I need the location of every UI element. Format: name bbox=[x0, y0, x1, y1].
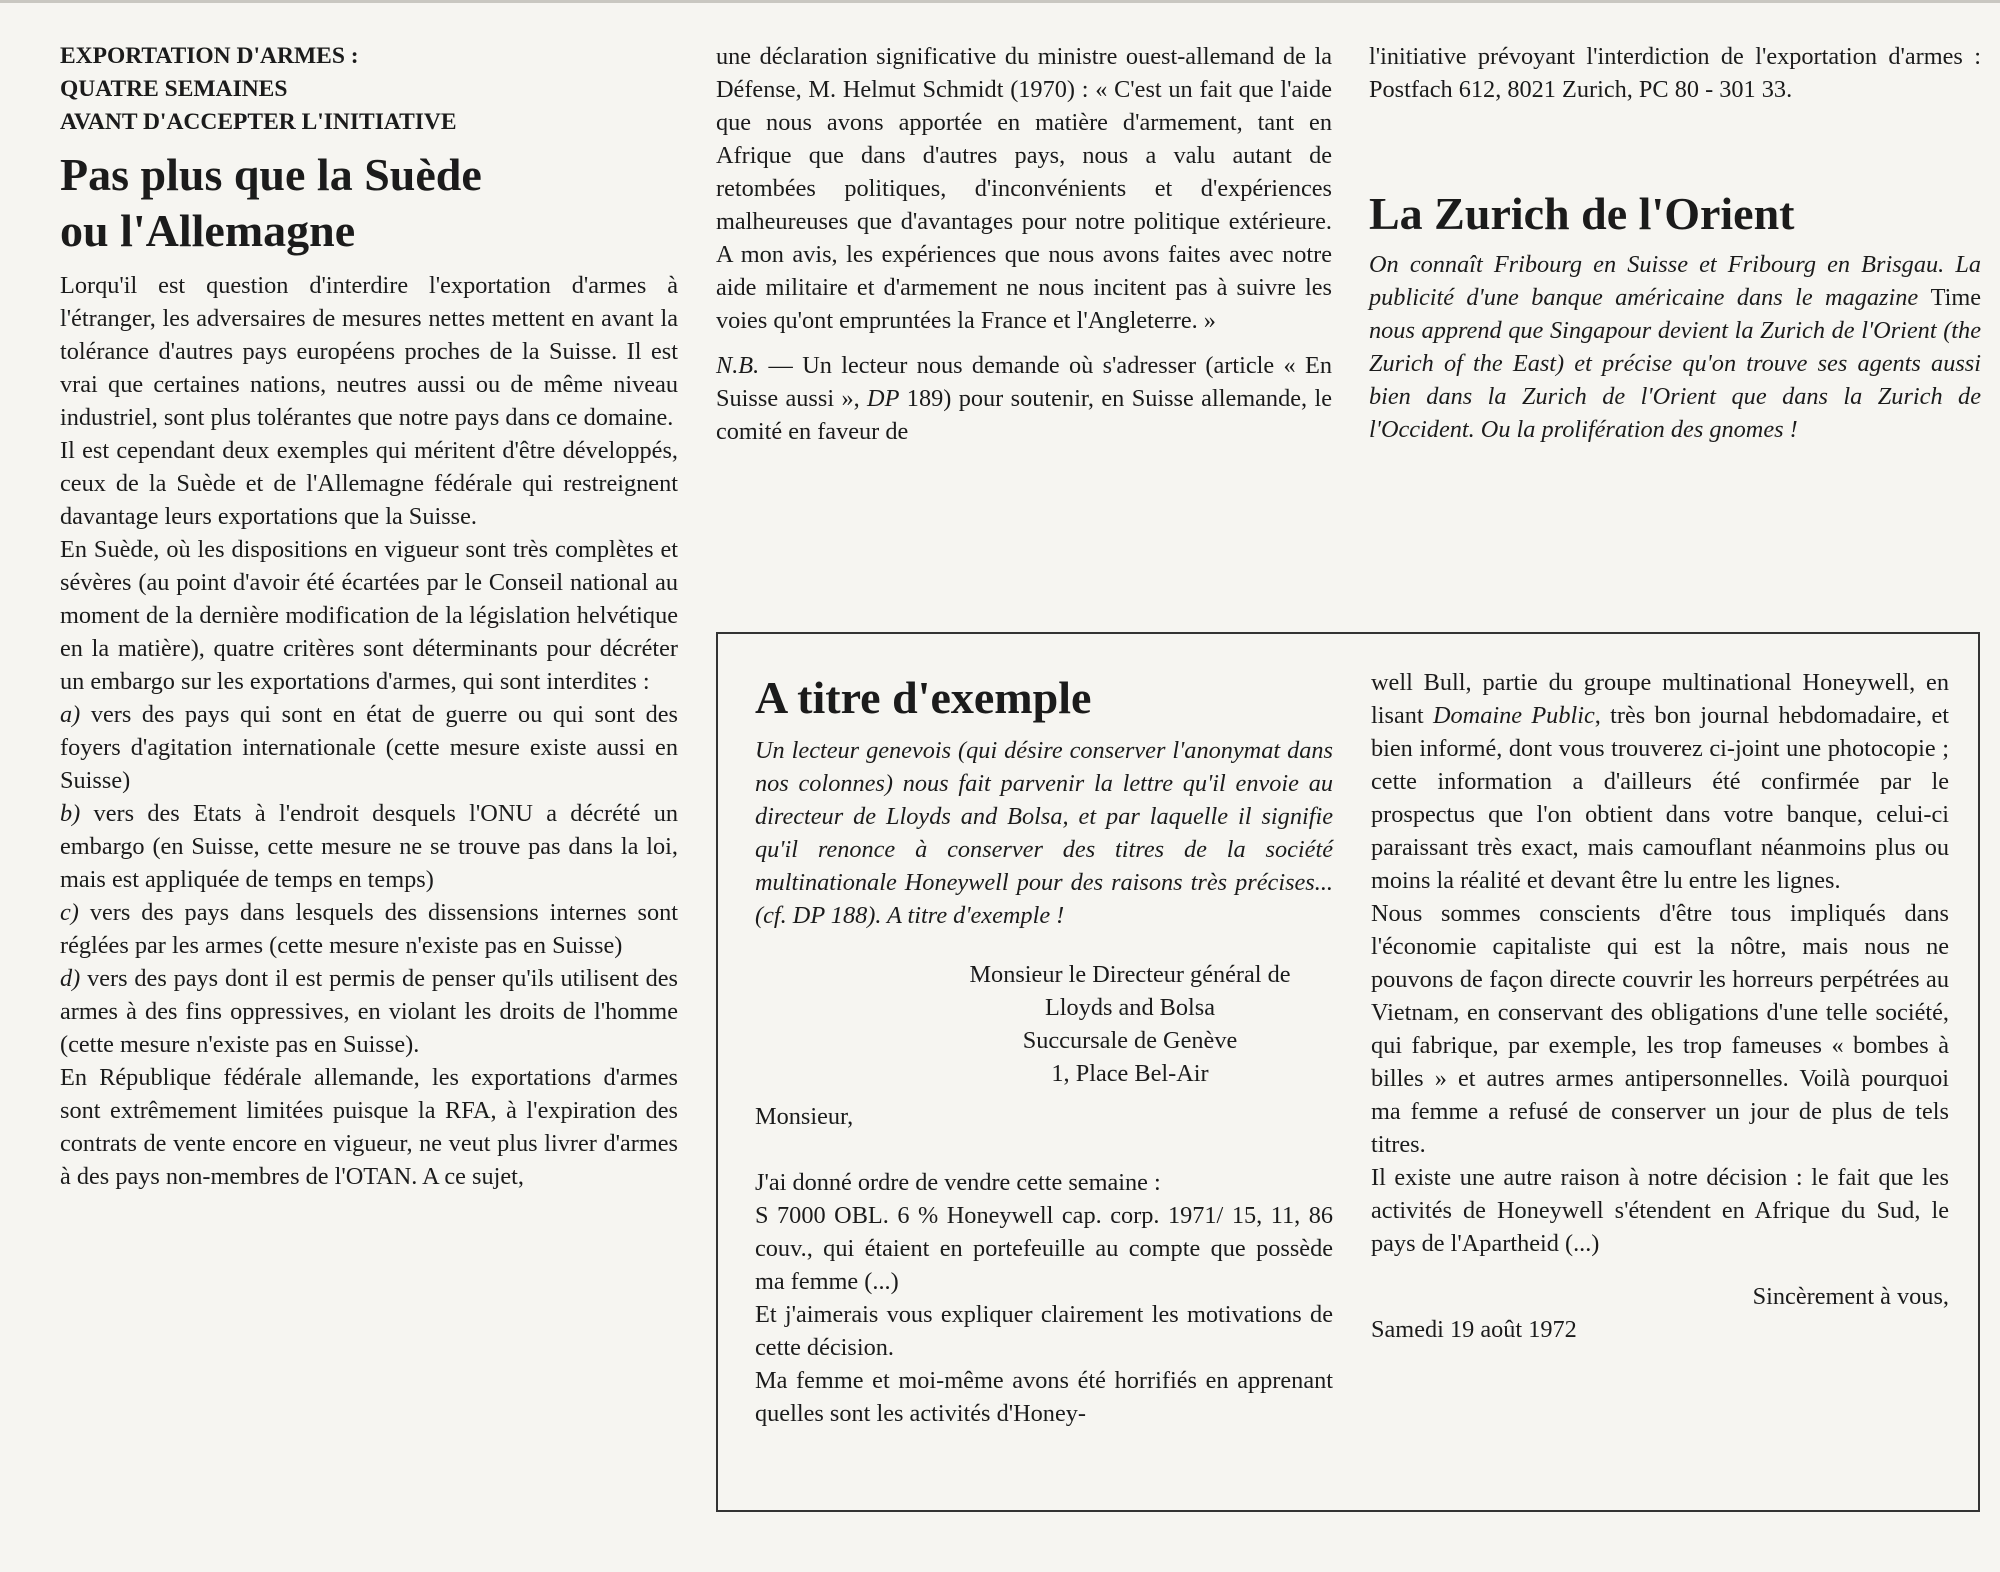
address-line: Lloyds and Bolsa bbox=[1044, 994, 1216, 1021]
middle-column bbox=[716, 40, 1332, 448]
criterion-text: vers des pays dont il est permis de penser qu'ils utilisent des armes à des fins oppressives, en violant les droits de l'homme (cette mesure n'existe pas en Suisse). bbox=[60, 965, 679, 1058]
headline-line: Pas plus que la Suède bbox=[60, 149, 482, 200]
letter-paragraph: Ma femme et moi-même avons été horrifiés en apprenant quelles sont les activités d'Honey- bbox=[755, 1367, 1333, 1427]
article-kicker bbox=[60, 40, 678, 139]
magazine-name: Time bbox=[1930, 284, 1981, 311]
nb-text: — Un lecteur nous demande où s'adresser (article « En Suisse aussi », bbox=[716, 352, 1332, 412]
publication-name: Domaine Public bbox=[1432, 702, 1595, 729]
address-line: Succursale de Genève bbox=[1022, 1027, 1238, 1054]
article-headline bbox=[60, 147, 678, 259]
letter-line: J'ai donné ordre de vendre cette semaine : bbox=[755, 1169, 1161, 1196]
body-paragraph: Lorqu'il est question d'interdire l'exportation d'armes à l'étranger, les adversaires de mesures nettes mettent en avant la tolérance d'autres pays européens proches de la Suisse. Il est vrai que certaines nations, neutres aussi ou de même niveau industriel, sont plus tolérantes que notre pays dans ce domaine. bbox=[60, 272, 678, 431]
headline-line: ou l'Allemagne bbox=[60, 205, 356, 256]
body-paragraph: En Suède, où les dispositions en vigueur sont très complètes et sévères (au point d'avoir été écartées par le Conseil national au moment de la dernière modification de la législation helvétique en la matière), quatre critères sont déterminants pour décréter un embargo sur les exportations d'armes, qui sont interdites : bbox=[60, 536, 678, 695]
letter-paragraph: Nous sommes conscients d'être tous impliqués dans l'économie capitaliste qui est la nôtre, mais nous ne pouvons de façon directe couvrir les horreurs perpétrées au Vietnam, en conservant des obligations d'une telle société, qui fabrique, par exemple, les trop fameuses « bombes à billes » et autres armes antipersonnelles. Voilà pourquoi ma femme a refusé de conserver un jour de plus de tels titres. bbox=[1371, 900, 1949, 1158]
zurich-text bbox=[1369, 248, 1981, 446]
zurich-text-part: nous apprend que Singapour devient la Zurich de l'Orient (the Zurich of the East) et précise qu'on trouve ses agents aussi bien dans la Zurich de l'Orient que dans la Zurich de l'Occident. Ou la prolifération des gnomes ! bbox=[1369, 317, 1981, 443]
letter-text-part: well Bull, partie du groupe multinational Honeywell, en lisant bbox=[1371, 669, 1949, 729]
letter-line: S 7000 OBL. 6 % Honeywell cap. corp. 1971/ 15, 11, 86 couv., qui étaient en portefeuille au compte que possède ma femme (...) bbox=[755, 1202, 1333, 1295]
zurich-headline: La Zurich de l'Orient bbox=[1369, 188, 1795, 239]
criterion-letter: d) bbox=[60, 965, 81, 992]
criterion-text: vers des pays qui sont en état de guerre ou qui sont des foyers d'agitation internationale (cette mesure existe aussi en Suisse) bbox=[60, 701, 679, 794]
box-title: A titre d'exemple bbox=[755, 672, 1092, 723]
criterion-letter: b) bbox=[60, 800, 81, 827]
letter-box bbox=[716, 632, 1980, 1512]
criterion-item bbox=[60, 962, 678, 1061]
letter-paragraph: Et j'aimerais vous expliquer clairement les motivations de cette décision. bbox=[755, 1301, 1333, 1361]
kicker-line: QUATRE SEMAINES bbox=[60, 76, 288, 102]
criterion-letter: c) bbox=[60, 899, 79, 926]
right-column bbox=[1369, 40, 1981, 446]
continuation-paragraph: l'initiative prévoyant l'interdiction de l'exportation d'armes : Postfach 612, 8021 Zurich, PC 80 - 301 33. bbox=[1369, 43, 1981, 103]
criterion-item bbox=[60, 698, 678, 797]
letter-date: Samedi 19 août 1972 bbox=[1371, 1316, 1577, 1343]
left-column bbox=[60, 40, 678, 1193]
letter-salutation: Monsieur, bbox=[755, 1103, 854, 1130]
criterion-text: vers des Etats à l'endroit desquels l'ONU a décrété un embargo (en Suisse, cette mesure ne se trouve pas dans la loi, mais est appliquée de temps en temps) bbox=[60, 800, 678, 893]
letter-paragraph: Il existe une autre raison à notre décision : le fait que les activités de Honeywell s'étendent en Afrique du Sud, le pays de l'Apartheid (...) bbox=[1371, 1164, 1949, 1257]
nb-note bbox=[716, 349, 1332, 448]
criterion-item bbox=[60, 896, 678, 962]
continuation-paragraph: une déclaration significative du ministre ouest-allemand de la Défense, M. Helmut Schmidt (1970) : « C'est un fait que l'aide que nous avons apportée en matière d'armement, tant en Afrique que dans d'autres pays, nous a valu autant de retombées politiques, d'inconvénients et d'expériences malheureuses que d'avantages pour notre politique extérieure. A mon avis, les expériences que nous avons faites avec notre aide militaire et d'armement ne nous incitent pas à suivre les voies qu'ont empruntées la France et l'Angleterre. » bbox=[716, 43, 1332, 334]
letter-text-part: , très bon journal hebdomadaire, et bien informé, dont vous trouverez ci-joint une photocopie ; cette information a d'ailleurs été confirmée par le prospectus que l'on obtient dans votre banque, celui-ci paraissant très exact, mais camouflant néanmoins plus ou moins la réalité et devant être lu entre les lignes. bbox=[1371, 702, 1949, 894]
criterion-text: vers des pays dans lesquels des dissensions internes sont réglées par les armes (cette mesure n'existe pas en Suisse) bbox=[60, 899, 678, 959]
address-line: Monsieur le Directeur général de bbox=[969, 961, 1291, 988]
kicker-line: EXPORTATION D'ARMES : bbox=[60, 43, 359, 69]
criterion-letter: a) bbox=[60, 701, 81, 728]
nb-reference: DP bbox=[867, 385, 900, 412]
zurich-text-part: On connaît Fribourg en Suisse et Fribourg en Brisgau. La publicité d'une banque américaine dans le magazine bbox=[1369, 251, 1981, 311]
kicker-line: AVANT D'ACCEPTER L'INITIATIVE bbox=[60, 109, 457, 135]
letter-address bbox=[755, 958, 1333, 1090]
letter-closing: Sincèrement à vous, bbox=[1752, 1283, 1949, 1310]
article-body bbox=[60, 269, 678, 1193]
body-paragraph: En République fédérale allemande, les exportations d'armes sont extrêmement limitées puisque la RFA, à l'expiration des contrats de vente encore en vigueur, ne veut plus livrer d'armes à des pays non-membres de l'OTAN. A ce sujet, bbox=[60, 1064, 678, 1190]
address-line: 1, Place Bel-Air bbox=[1051, 1060, 1209, 1087]
top-edge-line bbox=[0, 0, 2000, 3]
nb-label: N.B. bbox=[716, 352, 760, 379]
criterion-item bbox=[60, 797, 678, 896]
nb-text-rest: 189) pour soutenir, en Suisse allemande, le comité en faveur de bbox=[716, 385, 1332, 445]
body-paragraph: Il est cependant deux exemples qui méritent d'être développés, ceux de la Suède et de l'Allemagne fédérale qui restreignent davantage leurs exportations que la Suisse. bbox=[60, 437, 678, 530]
letter-box-column-2 bbox=[1371, 666, 1949, 1346]
box-intro: Un lecteur genevois (qui désire conserver l'anonymat dans nos colonnes) nous fait parvenir la lettre qu'il envoie au directeur de Lloyds and Bolsa, et par laquelle il signifie qu'il renonce à conserver des titres de la société multinationale Honeywell pour des raisons très précises... (cf. DP 188). A titre d'exemple ! bbox=[755, 737, 1333, 929]
letter-paragraph bbox=[1371, 666, 1949, 897]
letter-box-column-1 bbox=[755, 666, 1333, 1430]
